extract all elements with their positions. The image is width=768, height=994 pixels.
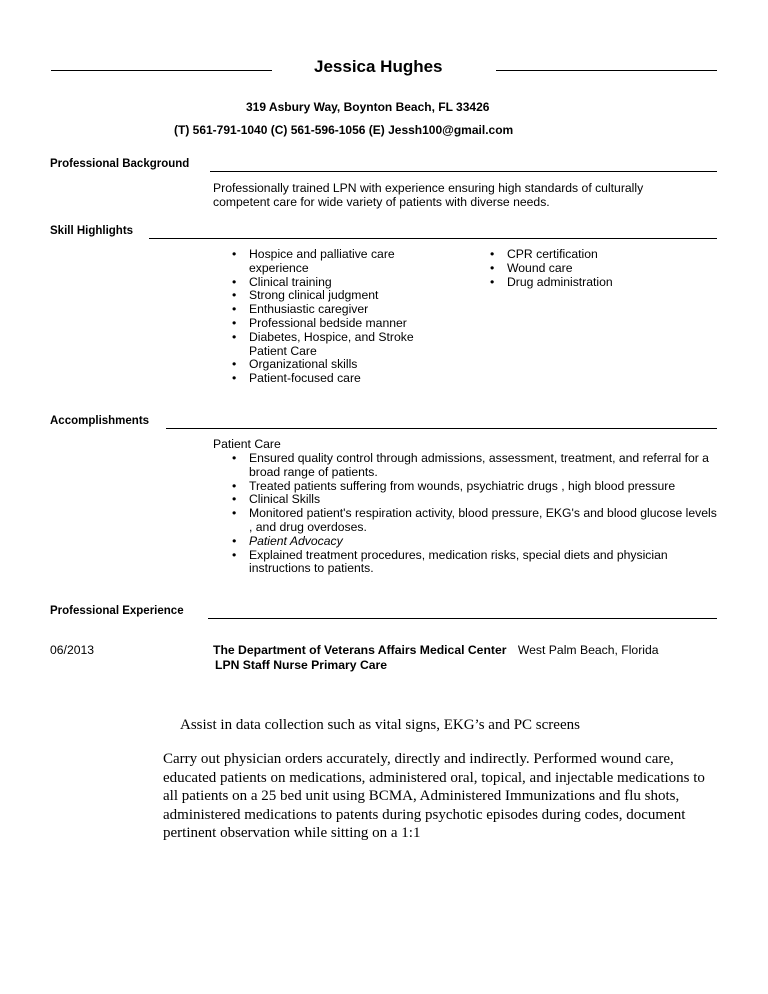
list-item: • Patient Advocacy (230, 535, 717, 549)
list-item: • CPR certification (488, 248, 708, 262)
duty-data-collection: Assist in data collection such as vital signs, EKG’s and PC screens (180, 717, 580, 733)
contact-line: (T) 561-791-1040 (C) 561-596-1056 (E) Jessh100@gmail.com (174, 123, 514, 137)
duty-line: pertinent observation while sitting on a 1:1 (163, 825, 421, 842)
section-title-professional-background: Professional Background (50, 158, 190, 170)
employment-date: 06/2013 (50, 643, 95, 657)
background-line: Professionally trained LPN with experience ensuring high standards of culturally (213, 181, 644, 195)
skills-list-left (230, 248, 435, 386)
list-item: • Patient-focused care (230, 372, 435, 386)
header-rule-right (496, 70, 717, 71)
employer-name: The Department of Veterans Affairs Medical Center (213, 643, 507, 657)
candidate-name: Jessica Hughes (314, 57, 443, 76)
duty-line: administered medications to patents during psychotic episodes during codes, document (163, 806, 686, 823)
employer-location: West Palm Beach, Florida (517, 643, 659, 657)
list-item: • Wound care (488, 262, 708, 276)
section-title-accomplishments: Accomplishments (50, 415, 150, 427)
duty-description (163, 750, 723, 843)
professional-background-text (213, 181, 713, 209)
list-item: • Strong clinical judgment (230, 289, 435, 303)
address: 319 Asbury Way, Boynton Beach, FL 33426 (246, 100, 490, 114)
section-title-professional-experience: Professional Experience (50, 605, 184, 617)
section-rule (149, 238, 717, 239)
list-item: • Enthusiastic caregiver (230, 303, 435, 317)
list-item: • Clinical training (230, 276, 435, 290)
section-rule (208, 618, 717, 619)
section-rule (166, 428, 717, 429)
header-rule-left (51, 70, 272, 71)
duty-line: all patients on a 25 bed unit using BCMA, Administered Immunizations and flu shots, (163, 788, 680, 805)
list-item: • Diabetes, Hospice, and Stroke Patient Care (230, 331, 435, 359)
list-item: • Clinical Skills (230, 493, 717, 507)
section-title-skill-highlights: Skill Highlights (50, 225, 134, 237)
list-item: • Organizational skills (230, 358, 435, 372)
list-item: • Ensured quality control through admissions, assessment, treatment, and referral for a broad range of patients. (230, 452, 717, 480)
employer-line (213, 643, 659, 657)
skills-list-right (488, 248, 708, 289)
background-line: competent care for wide variety of patients with diverse needs. (213, 195, 550, 209)
list-item: • Hospice and palliative care experience (230, 248, 435, 276)
accomplishments-list (230, 452, 717, 576)
list-item: • Treated patients suffering from wounds, psychiatric drugs , high blood pressure (230, 480, 717, 494)
list-item: • Professional bedside manner (230, 317, 435, 331)
section-rule (210, 171, 717, 172)
job-title: LPN Staff Nurse Primary Care (215, 658, 388, 672)
duty-line: educated patients on medications, administered oral, topical, and injectable medications to (163, 769, 705, 786)
duty-line: Carry out physician orders accurately, directly and indirectly. Performed wound care, (163, 751, 674, 767)
list-item: • Explained treatment procedures, medication risks, special diets and physician instructions to patients. (230, 549, 717, 577)
list-item: • Monitored patient's respiration activity, blood pressure, EKG's and blood glucose levels , and drug overdoses. (230, 507, 717, 535)
accomplishments-subheading: Patient Care (213, 437, 281, 451)
list-item: • Drug administration (488, 276, 708, 290)
